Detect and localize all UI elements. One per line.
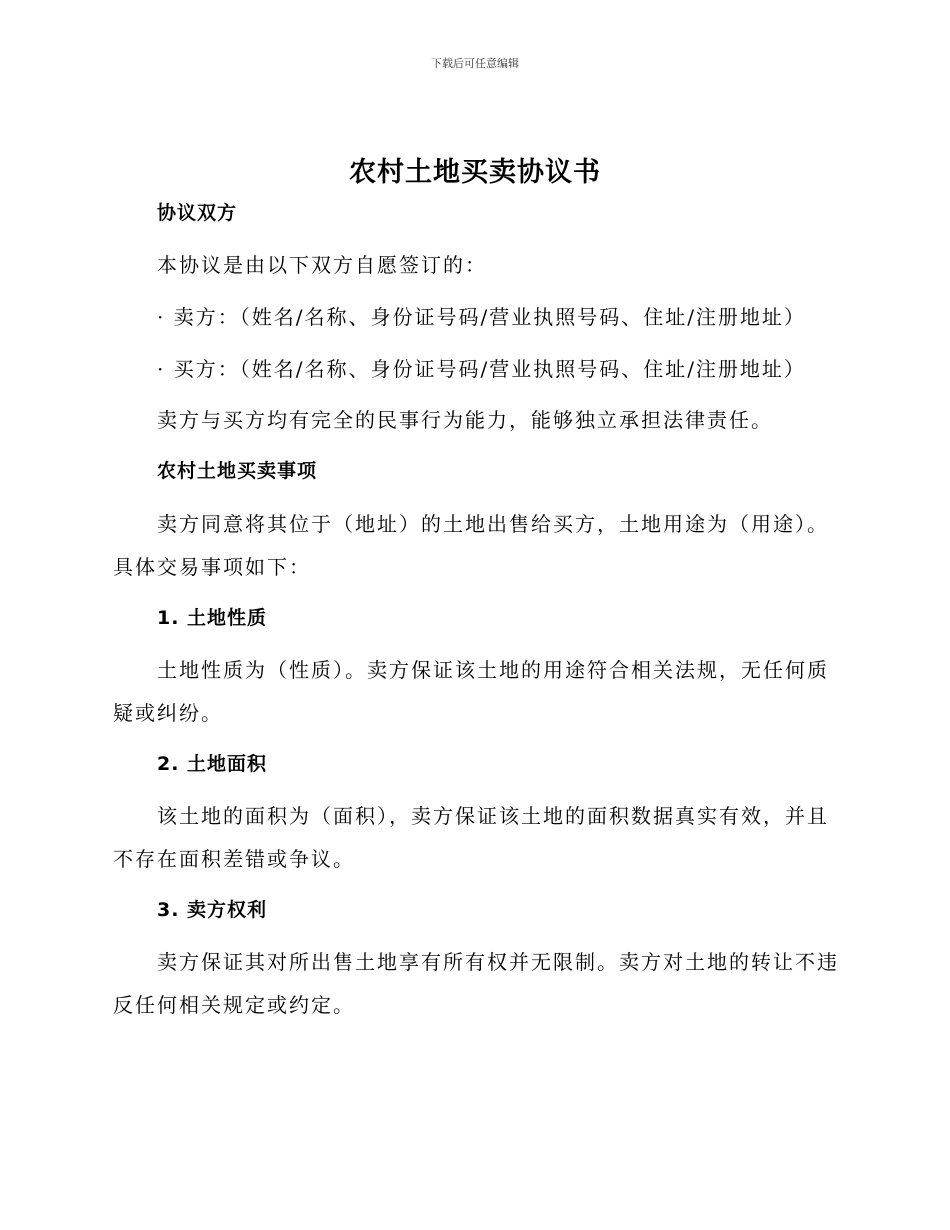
item2-line-2: 不存在面积差错或争议。 (113, 847, 355, 871)
header-note: 下载后可任意编辑 (431, 57, 519, 70)
item3-line-2: 反任何相关规定或约定。 (113, 993, 355, 1017)
item-heading-land-area: 2. 土地面积 (157, 753, 268, 775)
item-heading-seller-rights: 3. 卖方权利 (157, 899, 268, 921)
item2-line-1: 该土地的面积为（面积），卖方保证该土地的面积数据真实有效，并且 (157, 804, 829, 828)
item1-line-1: 土地性质为（性质）。卖方保证该土地的用途符合相关法规，无任何质 (157, 658, 829, 682)
section-heading-matters: 农村土地买卖事项 (157, 460, 318, 482)
item1-line-2: 疑或纠纷。 (113, 701, 223, 725)
section-heading-parties: 协议双方 (157, 202, 238, 224)
document-title: 农村土地买卖协议书 (349, 157, 601, 188)
seller-line: · 卖方：（姓名/名称、身份证号码/营业执照号码、住址/注册地址） (157, 305, 806, 329)
capacity-line: 卖方与买方均有完全的民事行为能力，能够独立承担法律责任。 (157, 408, 773, 432)
matters-paragraph-line-2: 具体交易事项如下： (113, 555, 311, 579)
item-heading-land-nature: 1. 土地性质 (157, 607, 268, 629)
matters-paragraph-line-1: 卖方同意将其位于（地址）的土地出售给买方，土地用途为（用途）。 (157, 512, 829, 536)
buyer-line: · 买方：（姓名/名称、身份证号码/营业执照号码、住址/注册地址） (157, 357, 806, 381)
item3-line-1: 卖方保证其对所出售土地享有所有权并无限制。卖方对土地的转让不违 (157, 950, 839, 974)
parties-intro: 本协议是由以下双方自愿签订的： (157, 253, 487, 277)
